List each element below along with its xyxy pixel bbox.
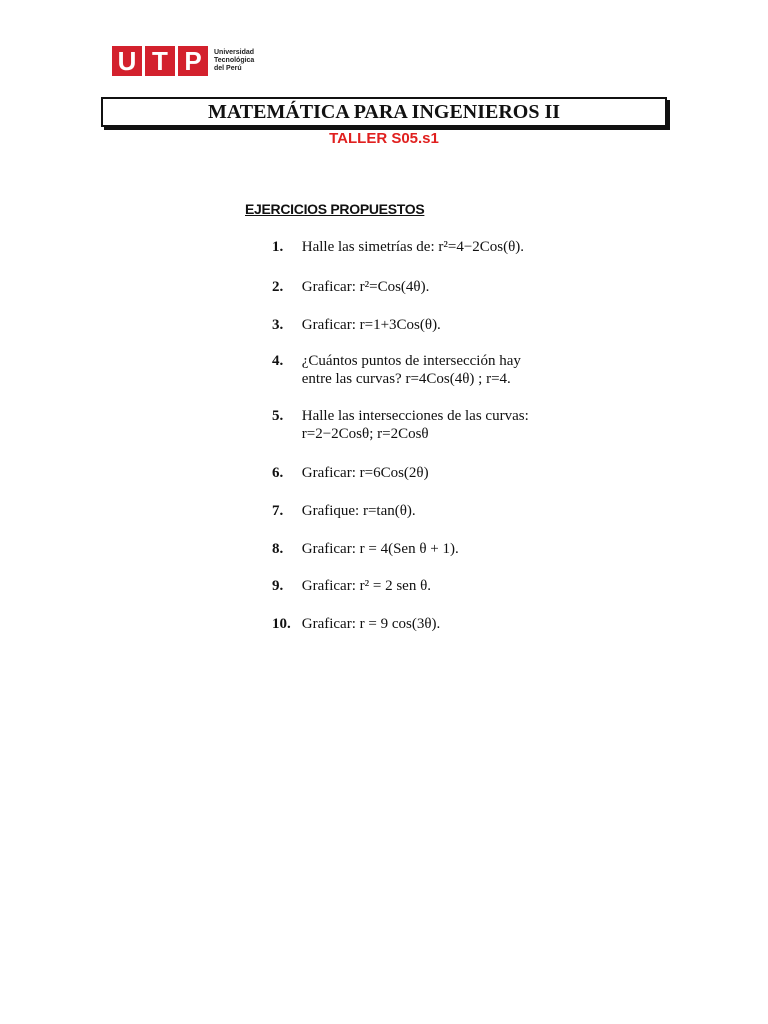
exercise-number: 5. (272, 408, 284, 424)
exercise-line: Graficar: r = 9 cos(3θ). (301, 616, 441, 632)
exercise-item (272, 278, 429, 296)
exercise-line: Graficar: r² = 2 sen θ. (301, 578, 432, 594)
exercise-number: 4. (272, 353, 284, 369)
exercise-text (302, 464, 429, 482)
exercise-line: ¿Cuántos puntos de intersección hay (301, 353, 521, 369)
exercise-item (272, 407, 529, 443)
page-title: MATEMÁTICA PARA INGENIEROS II (101, 97, 667, 127)
exercise-line: r=2−2Cosθ; r=2Cosθ (301, 426, 429, 442)
exercise-line: Graficar: r²=Cos(4θ). (301, 279, 430, 295)
logo-letter-p: P (178, 46, 208, 76)
exercise-number: 8. (272, 541, 284, 557)
logo-text-line: del Perú (214, 65, 242, 72)
exercise-text (302, 278, 430, 296)
exercise-text (302, 238, 524, 256)
exercise-line: Graficar: r=1+3Cos(θ). (301, 317, 441, 333)
exercise-line: Graficar: r = 4(Sen θ + 1). (301, 541, 459, 557)
section-heading: EJERCICIOS PROPUESTOS (245, 201, 425, 217)
exercise-text (302, 352, 521, 388)
logo-letter-t: T (145, 46, 175, 76)
logo-letter-u: U (112, 46, 142, 76)
exercise-text (302, 540, 459, 558)
exercise-text (302, 615, 441, 633)
logo-text (214, 49, 254, 73)
logo-text-line: Tecnológica (214, 57, 255, 64)
exercise-item (272, 238, 524, 256)
exercise-item (272, 502, 416, 520)
exercise-number: 9. (272, 578, 284, 594)
exercise-text (302, 407, 529, 443)
exercise-line: entre las curvas? r=4Cos(4θ) ; r=4. (301, 371, 511, 387)
exercise-item (272, 615, 440, 633)
exercise-line: Graficar: r=6Cos(2θ) (301, 465, 429, 481)
exercise-number: 7. (272, 503, 284, 519)
exercise-text (302, 577, 431, 595)
exercise-text (302, 502, 416, 520)
exercise-item (272, 577, 431, 595)
exercise-number: 3. (272, 317, 284, 333)
exercise-item (272, 316, 441, 334)
exercise-number: 6. (272, 465, 284, 481)
page-subtitle: TALLER S05.s1 (329, 130, 439, 147)
logo-text-line: Universidad (214, 49, 255, 56)
exercise-item (272, 464, 429, 482)
exercise-line: Grafique: r=tan(θ). (301, 503, 416, 519)
exercise-number: 1. (272, 239, 284, 255)
exercise-line: Halle las intersecciones de las curvas: (301, 408, 529, 424)
exercise-item (272, 540, 459, 558)
utp-logo (112, 45, 254, 77)
exercise-line: Halle las simetrías de: r²=4−2Cos(θ). (301, 239, 525, 255)
exercise-text (302, 316, 441, 334)
exercise-number: 10. (272, 616, 291, 632)
exercise-item (272, 352, 521, 388)
exercise-number: 2. (272, 279, 284, 295)
